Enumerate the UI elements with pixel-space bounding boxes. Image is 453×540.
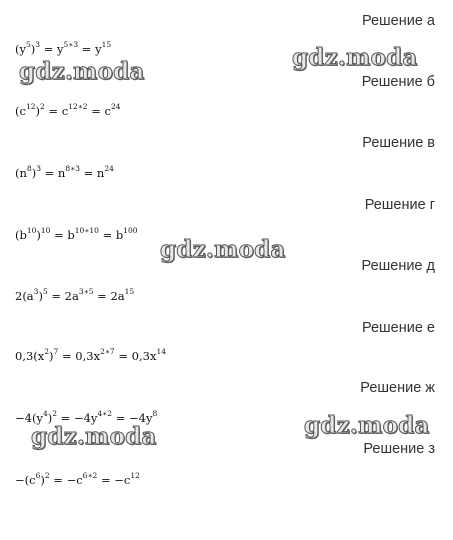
solution-heading-z: Решение з [363,441,435,457]
formula-a: $(y^5)^3 = y^{5∗3} = y^{15}$ [15,40,112,56]
watermark-logo: gdz.moda [19,58,145,85]
solution-heading-a: Решение а [361,13,435,29]
solution-heading-g: Решение г [364,197,435,213]
watermark-logo: gdz.moda [31,423,157,450]
solution-heading-d: Решение д [361,258,435,274]
watermark-logo: gdz.moda [160,236,286,263]
formula-g: $(b^{10})^{10} = b^{10∗10} = b^{100}$ [15,226,138,242]
formula-b: $(c^{12})^2 = c^{12∗2} = c^{24}$ [15,102,121,118]
solution-heading-zh: Решение ж [360,380,435,396]
watermark-logo: gdz.moda [292,44,418,71]
watermark-logo: gdz.moda [304,412,430,439]
formula-v: $(n^8)^3 = n^{8∗3} = n^{24}$ [15,164,114,180]
formula-zh: $-4(y^4)^2 = -4y^{4∗2} = -4y^8$ [15,409,158,425]
solution-heading-e: Решение е [361,320,435,336]
formula-e: $0,3(x^2)^7 = 0,3x^{2∗7} = 0,3x^{14}$ [15,347,166,363]
solution-heading-b: Решение б [361,74,435,90]
solution-heading-v: Решение в [362,135,435,151]
formula-z: $-(c^6)^2 = -c^{6∗2} = -c^{12}$ [15,471,140,487]
formula-d: $2(a^3)^5 = 2a^{3∗5} = 2a^{15}$ [15,287,135,303]
